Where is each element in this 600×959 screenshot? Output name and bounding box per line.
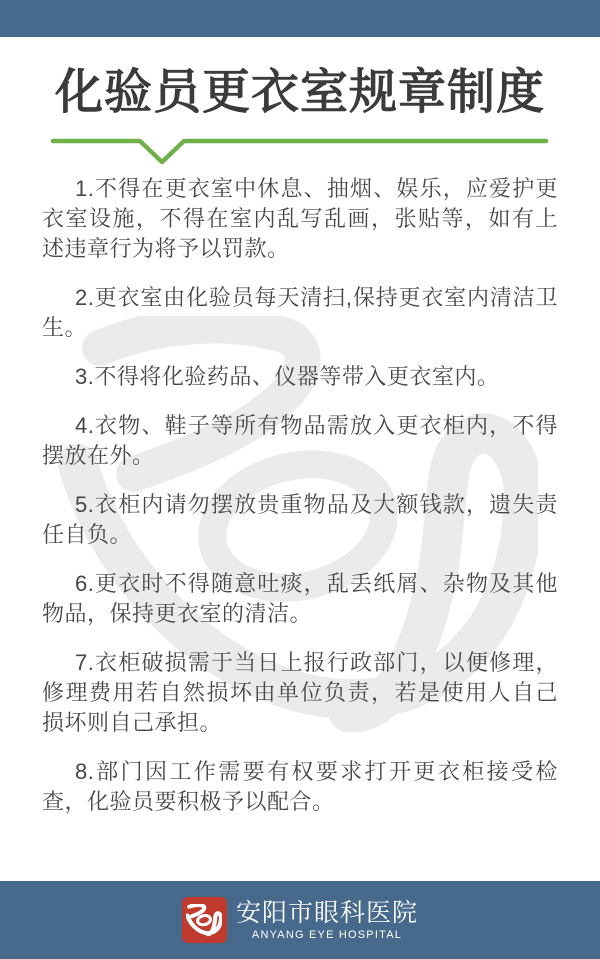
green-divider — [42, 135, 558, 169]
rules-list — [42, 174, 558, 817]
hospital-name-en: ANYANG EYE HOSPITAL — [251, 928, 403, 941]
poster-content — [0, 63, 600, 907]
hospital-name-cn: 安阳市眼科医院 — [235, 898, 418, 927]
rule-paragraph-1: 1.不得在更衣室中休息、抽烟、娱乐，应爱护更衣室设施，不得在室内乱写乱画，张贴等，如有上述违章行为将予以罚款。 — [42, 176, 558, 261]
rule-paragraph-2: 2.更衣室由化验员每天清扫,保持更衣室内清洁卫生。 — [42, 285, 558, 340]
footer-band — [0, 881, 600, 959]
rule-paragraph-6: 6.更衣时不得随意吐痰，乱丢纸屑、杂物及其他物品，保持更衣室的清洁。 — [42, 571, 558, 626]
divider-chevron — [53, 141, 546, 162]
top-border-bar — [0, 0, 600, 37]
stylized-eye-icon — [186, 904, 222, 937]
rule-paragraph-4: 4.衣物、鞋子等所有物品需放入更衣柜内，不得摆放在外。 — [42, 413, 558, 468]
page-title: 化验员更衣室规章制度 — [54, 66, 545, 119]
rule-paragraph-8: 8.部门因工作需要有权要求打开更衣柜接受检查，化验员要积极予以配合。 — [42, 759, 558, 814]
hospital-logo — [182, 897, 227, 943]
rule-paragraph-3: 3.不得将化验药品、仪器等带入更衣室内。 — [75, 364, 500, 389]
hospital-name-block — [236, 900, 418, 941]
rule-paragraph-7: 7.衣柜破损需于当日上报行政部门，以便修理，修理费用若自然损坏由单位负责，若是使用人自己损坏则自己承担。 — [42, 650, 558, 735]
rule-paragraph-5: 5.衣柜内请勿摆放贵重物品及大额钱款，遗失责任自负。 — [42, 492, 558, 547]
